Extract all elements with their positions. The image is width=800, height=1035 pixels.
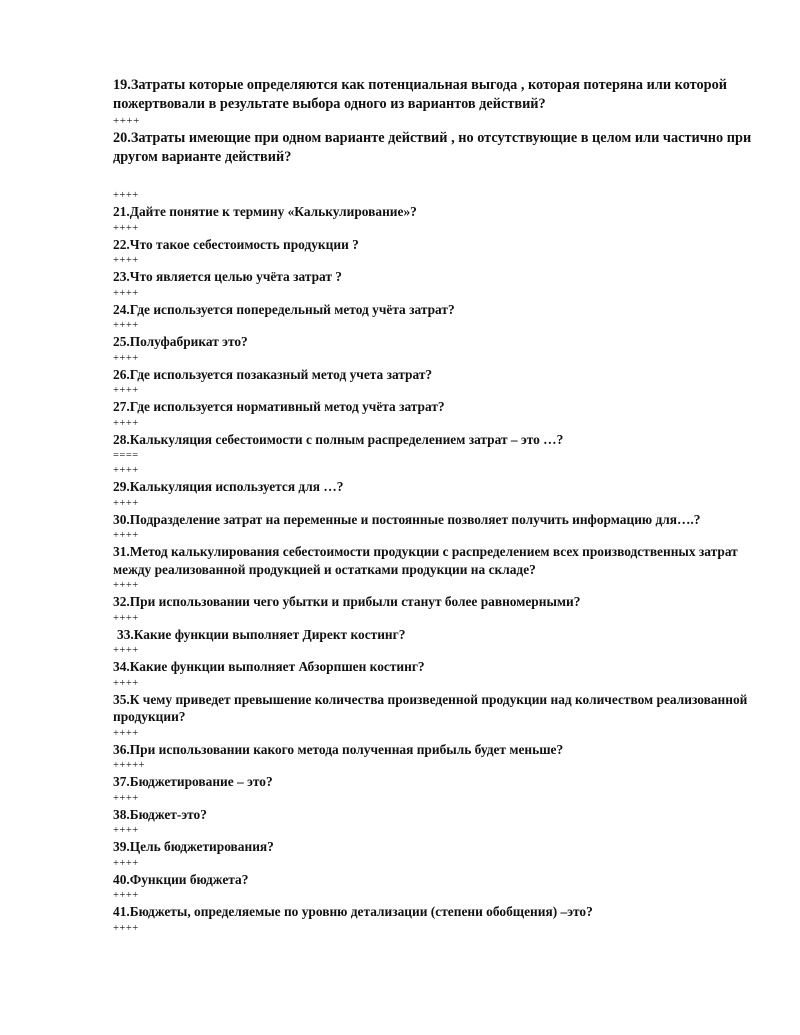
question-31: 31.Метод калькулирования себестоимости продукции с распределением всех производственных затрат между реализованной продукцией и остатками продукции на складе? bbox=[113, 544, 738, 577]
question-36: 36.При использовании какого метода полученная прибыль будет меньше? bbox=[113, 741, 564, 757]
question-33: 33.Какие функции выполняет Директ костинг? bbox=[117, 626, 406, 642]
separator-33: ++++ bbox=[113, 645, 139, 656]
separator-30: ++++ bbox=[113, 530, 139, 541]
separator-40: ++++ bbox=[113, 890, 139, 901]
separator-41: ++++ bbox=[113, 922, 139, 934]
separator-26: ++++ bbox=[113, 385, 139, 396]
separator-29: ++++ bbox=[113, 497, 139, 509]
separator-28: ++++ bbox=[113, 465, 139, 476]
question-32: 32.При использовании чего убытки и прибыли станут более равномерными? bbox=[113, 594, 581, 609]
question-21: 21.Дайте понятие к термину «Калькулирование»? bbox=[113, 204, 417, 219]
separator-39: ++++ bbox=[113, 857, 139, 869]
separator-25: ++++ bbox=[113, 352, 139, 364]
separator-19: ++++ bbox=[113, 115, 140, 127]
question-24: 24.Где используется попередельный метод учёта затрат? bbox=[113, 301, 455, 317]
question-29: 29.Калькуляция используется для …? bbox=[113, 479, 344, 494]
question-30: 30.Подразделение затрат на переменные и постоянные позволяет получить информацию для….? bbox=[113, 511, 701, 527]
separator-23: ++++ bbox=[113, 287, 139, 299]
document-page bbox=[113, 76, 753, 936]
separator-37: ++++ bbox=[113, 792, 139, 804]
question-34: 34.Какие функции выполняет Абзорпшен костинг? bbox=[113, 659, 425, 674]
separator-32: ++++ bbox=[113, 612, 139, 624]
question-27: 27.Где используется нормативный метод учёта затрат? bbox=[113, 399, 445, 414]
question-39: 39.Цель бюджетирования? bbox=[113, 839, 274, 854]
separator-21: ++++ bbox=[113, 222, 139, 234]
question-26: 26.Где используется позаказный метод учета затрат? bbox=[113, 366, 433, 382]
question-35: 35.К чему приведет превышение количества произведенной продукции над количеством реализованной продукции? bbox=[113, 691, 748, 724]
separator-28-top: ==== bbox=[113, 450, 139, 461]
question-38: 38.Бюджет-это? bbox=[113, 806, 207, 822]
question-28: 28.Калькуляция себестоимости с полным распределением затрат – это …? bbox=[113, 431, 564, 447]
separator-27: ++++ bbox=[113, 417, 139, 429]
separator-34: ++++ bbox=[113, 677, 139, 689]
separator-20: ++++ bbox=[113, 190, 139, 201]
question-40: 40.Функции бюджета? bbox=[113, 871, 249, 887]
question-23: 23.Что является целью учёта затрат ? bbox=[113, 269, 342, 284]
separator-31: ++++ bbox=[113, 580, 139, 591]
question-22: 22.Что такое себестоимость продукции ? bbox=[113, 236, 359, 252]
question-19: 19.Затраты которые определяются как потенциальная выгода , которая потеряна или которой пожертвовали в результате выбора одного из вариантов действий? bbox=[113, 77, 728, 112]
question-37: 37.Бюджетирование – это? bbox=[113, 774, 273, 789]
separator-38: ++++ bbox=[113, 825, 139, 836]
blank-space bbox=[113, 166, 753, 188]
question-25: 25.Полуфабрикат это? bbox=[113, 334, 248, 349]
separator-24: ++++ bbox=[113, 320, 139, 331]
separator-22: ++++ bbox=[113, 255, 139, 266]
separator-36: +++++ bbox=[113, 760, 146, 771]
separator-35: ++++ bbox=[113, 727, 139, 739]
question-41: 41.Бюджеты, определяемые по уровню детализации (степени обобщения) –это? bbox=[113, 904, 593, 919]
question-20: 20.Затраты имеющие при одном варианте действий , но отсутствующие в целом или частично при другом варианте действий? bbox=[113, 130, 752, 165]
